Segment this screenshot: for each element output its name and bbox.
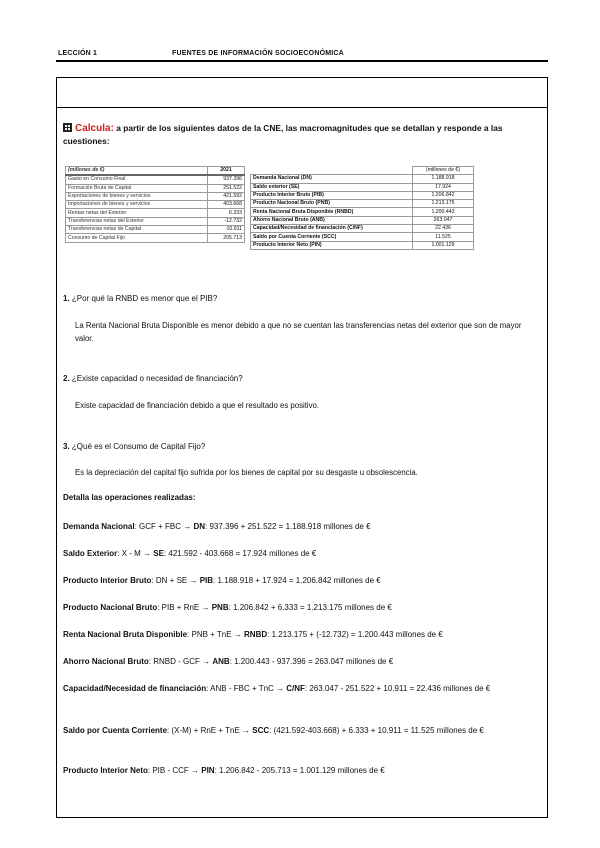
- row-label: Rentas netas del Exterior: [66, 209, 208, 217]
- operation-line: [63, 628, 537, 641]
- header-divider: [56, 60, 548, 62]
- operation-name: Ahorro Nacional Bruto: [63, 657, 149, 666]
- table-header-unit: (millones de €): [413, 167, 474, 175]
- intro-text: a partir de los siguientes datos de la CNE, las macromagnitudes que se detallan y responde a las cuestiones:: [63, 123, 503, 146]
- row-value: 421.592: [208, 192, 245, 200]
- answer-1: La Renta Nacional Bruta Disponible es menor debido a que no se cuentan las transferencias netas del exterior que son de mayor valor.: [75, 321, 522, 343]
- operation-formula: : GCF + FBC →: [134, 522, 194, 531]
- operation-calc: : 1.188.918 + 17.924 = 1.206.842 millones de €: [213, 576, 381, 585]
- operation-line: [63, 520, 537, 533]
- operation-symbol: SCC: [252, 726, 270, 735]
- operation-formula: : ANB - FBC + TnC →: [206, 684, 287, 693]
- operation-name: Demanda Nacional: [63, 522, 135, 531]
- row-label: Transferencias netas de Capital: [66, 226, 208, 234]
- operation-line: [63, 655, 537, 668]
- question-3: [63, 442, 205, 451]
- row-label: Saldo por Cuenta Corriente (SCC): [251, 233, 413, 241]
- row-label: Producto Nacional Bruto (PNB): [251, 200, 413, 208]
- table-header-year: 2021: [208, 167, 245, 176]
- operation-name: Producto Interior Bruto: [63, 576, 152, 585]
- row-value: 937.396: [208, 175, 245, 184]
- operation-formula: : PIB - CCF →: [147, 766, 202, 775]
- row-label: Exportaciones de bienes y servicios: [66, 192, 208, 200]
- table-row: [66, 234, 245, 242]
- exercise-frame: [56, 77, 548, 818]
- operation-symbol: ANB: [212, 657, 230, 666]
- table-row: [66, 217, 245, 225]
- operation-line: [63, 764, 537, 777]
- table-row: [66, 192, 245, 200]
- table-header-unit: (millones de €): [66, 167, 208, 176]
- table-header-row: [66, 167, 245, 176]
- table-row: [251, 216, 474, 224]
- operation-formula: : X - M →: [117, 549, 154, 558]
- operation-calc: : 421.592 - 403.668 = 17.924 millones de €: [163, 549, 317, 558]
- table-row: [251, 233, 474, 241]
- table-header-blank: [251, 167, 413, 175]
- row-label: Renta Nacional Bruta Disponible (RNBD): [251, 208, 413, 216]
- operation-formula: : PNB + TnE →: [187, 630, 245, 639]
- row-label: Producto Interior Bruto (PIB): [251, 191, 413, 199]
- operation-calc: : 263.047 - 251.522 + 10.911 = 22.436 millones de €: [304, 684, 491, 693]
- operation-name: Producto Nacional Bruto: [63, 603, 158, 612]
- table-row: [251, 241, 474, 249]
- operation-symbol: DN: [193, 522, 206, 531]
- calculator-icon: [63, 123, 72, 132]
- operation-symbol: PIN: [201, 766, 215, 775]
- lesson-label: LECCIÓN 1: [58, 50, 98, 57]
- row-value: 205.713: [208, 234, 245, 242]
- table-row: [66, 201, 245, 209]
- row-value: 403.668: [208, 201, 245, 209]
- row-value: 1.206.842: [413, 191, 474, 199]
- operation-calc: : (421.592-403.668) + 6.333 + 10.911 = 11.525 millones de €: [269, 726, 484, 735]
- table-row: [66, 175, 245, 184]
- row-value: 251.522: [208, 184, 245, 192]
- frame-top-divider: [57, 107, 547, 108]
- question-text: ¿Existe capacidad o necesidad de financiación?: [71, 374, 243, 383]
- operation-line: [63, 574, 537, 587]
- operation-symbol: SE: [153, 549, 164, 558]
- operation-name: Renta Nacional Bruta Disponible: [63, 630, 188, 639]
- row-label: Gasto en Consumo Final: [66, 175, 208, 184]
- table-row: [251, 183, 474, 191]
- operation-symbol: PIB: [199, 576, 214, 585]
- row-label: Transferencias netas del Exterior: [66, 217, 208, 225]
- operation-calc: : 1.213.175 + (-12.732) = 1.200.443 millones de €: [267, 630, 443, 639]
- operation-calc: : 1.200.443 - 937.396 = 263.047 millones de €: [229, 657, 394, 666]
- operation-formula: : DN + SE →: [151, 576, 200, 585]
- table-row: [251, 175, 474, 183]
- question-2: [63, 374, 243, 383]
- question-number: 3.: [63, 442, 70, 451]
- row-value: 6.333: [208, 209, 245, 217]
- operation-line: [63, 724, 537, 737]
- operation-formula: : PIB + RnE →: [157, 603, 212, 612]
- row-label: Consumo de Capital Fijo: [66, 234, 208, 242]
- table-row: [251, 225, 474, 233]
- row-label: Producto Interior Neto (PIN): [251, 241, 413, 249]
- operation-name: Saldo por Cuenta Corriente: [63, 726, 168, 735]
- operation-line: [63, 547, 537, 560]
- question-number: 2.: [63, 374, 70, 383]
- question-text: ¿Qué es el Consumo de Capital Fijo?: [71, 442, 206, 451]
- question-text: ¿Por qué la RNBD es menor que el PIB?: [71, 294, 218, 303]
- row-value: 22.436: [413, 225, 474, 233]
- calcula-label: Calcula:: [75, 123, 114, 134]
- operation-line: [63, 601, 537, 614]
- operation-symbol: PNB: [211, 603, 229, 612]
- operation-line: [63, 682, 537, 695]
- operation-calc: : 937.396 + 251.522 = 1.188.918 millones de €: [205, 522, 371, 531]
- operation-calc: : 1.206.842 + 6.333 = 1.213.175 millones de €: [228, 603, 392, 612]
- operation-name: Saldo Exterior: [63, 549, 118, 558]
- operation-calc: : 1.206.842 - 205.713 = 1.001.129 millones de €: [214, 766, 385, 775]
- question-1: [63, 294, 217, 303]
- row-value: 1.188.918: [413, 175, 474, 183]
- table-row: [251, 200, 474, 208]
- row-value: 1.213.175: [413, 200, 474, 208]
- row-value: 1.200.443: [413, 208, 474, 216]
- row-label: Formación Bruta de Capital: [66, 184, 208, 192]
- table-header-row: [251, 167, 474, 175]
- row-value: 1.001.129: [413, 241, 474, 249]
- table-row: [66, 184, 245, 192]
- row-value: 263.047: [413, 216, 474, 224]
- topic-title: FUENTES DE INFORMACIÓN SOCIOECONÓMICA: [172, 50, 344, 57]
- table-row: [66, 226, 245, 234]
- operations-title: Detalla las operaciones realizadas:: [63, 493, 196, 502]
- row-label: Demanda Nacional (DN): [251, 175, 413, 183]
- operation-name: Producto Interior Neto: [63, 766, 148, 775]
- results-table: [250, 166, 474, 250]
- row-value: -12.732: [208, 217, 245, 225]
- table-row: [66, 209, 245, 217]
- row-label: Capacidad/Necesidad de financiación (C/NF): [251, 225, 413, 233]
- exercise-intro: [63, 122, 543, 148]
- operation-name: Capacidad/Necesidad de financiación: [63, 684, 207, 693]
- input-data-table: [65, 166, 245, 243]
- operation-formula: : (X-M) + RnE + TnE →: [167, 726, 253, 735]
- answer-2: Existe capacidad de financiación debido a que el resultado es positivo.: [75, 401, 320, 410]
- question-number: 1.: [63, 294, 70, 303]
- row-label: Saldo exterior (SE): [251, 183, 413, 191]
- row-label: Ahorro Nacional Bruto (ANB): [251, 216, 413, 224]
- operation-formula: : RNBD - GCF →: [148, 657, 213, 666]
- row-value: 11.525: [413, 233, 474, 241]
- table-row: [251, 191, 474, 199]
- row-value: 17.924: [413, 183, 474, 191]
- operation-symbol: C/NF: [286, 684, 305, 693]
- operation-symbol: RNBD: [244, 630, 268, 639]
- answer-3: Es la depreciación del capital fijo sufrida por los bienes de capital por su desgaste u obsolescencia.: [75, 468, 418, 477]
- table-row: [251, 208, 474, 216]
- row-label: Importaciones de bienes y servicios: [66, 201, 208, 209]
- row-value: 10.911: [208, 226, 245, 234]
